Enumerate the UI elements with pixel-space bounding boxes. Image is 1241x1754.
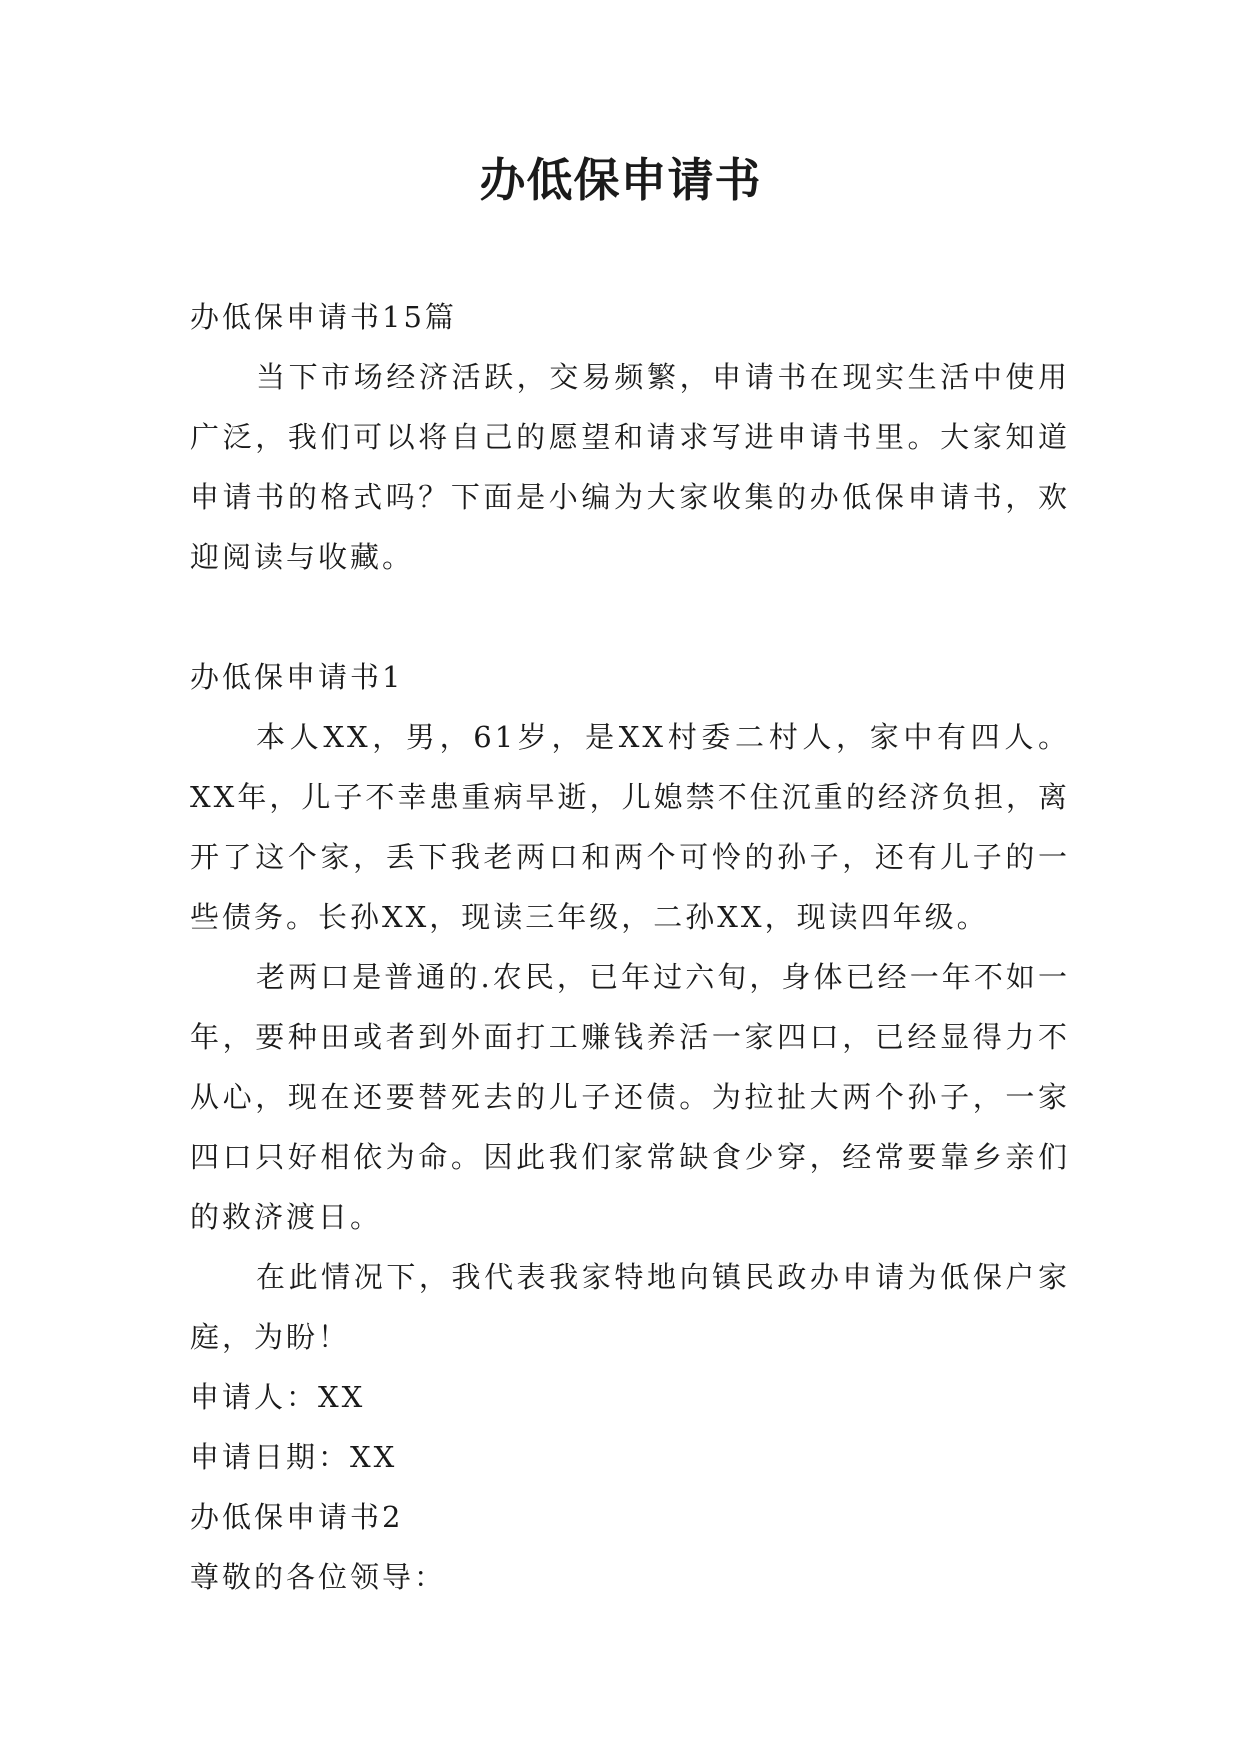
section1-paragraph-3: 在此情况下，我代表我家特地向镇民政办申请为低保户家庭，为盼！ [190,1260,1070,1354]
applicant-line: 申请人：XX [190,1380,366,1414]
section1-paragraph-2: 老两口是普通的.农民，已年过六旬，身体已经一年不如一年，要种田或者到外面打工赚钱养活一家四口，已经显得力不从心，现在还要替死去的儿子还债。为拉扯大两个孙子，一家四口只好相依为命。因此我们家常缺食少穿，经常要靠乡亲们的救济渡日。 [190,960,1070,1234]
paragraph-spacer [190,587,1070,647]
document-title: 办低保申请书 [479,153,762,207]
application-date-line: 申请日期：XX [190,1440,398,1474]
section-heading-1: 办低保申请书1 [190,660,404,694]
document-body [190,287,1070,1607]
intro-paragraph: 当下市场经济活跃，交易频繁，申请书在现实生活中使用广泛，我们可以将自己的愿望和请求写进申请书里。大家知道申请书的格式吗？下面是小编为大家收集的办低保申请书，欢迎阅读与收藏。 [190,360,1070,574]
section-heading-2: 办低保申请书2 [190,1500,404,1534]
section1-paragraph-1: 本人XX，男，61岁，是XX村委二村人，家中有四人。XX年，儿子不幸患重病早逝，儿媳禁不住沉重的经济负担，离开了这个家，丢下我老两口和两个可怜的孙子，还有儿子的一些债务。长孙XX，现读三年级，二孙XX，现读四年级。 [190,720,1070,934]
subtitle: 办低保申请书15篇 [190,300,457,334]
salutation: 尊敬的各位领导： [190,1560,447,1594]
